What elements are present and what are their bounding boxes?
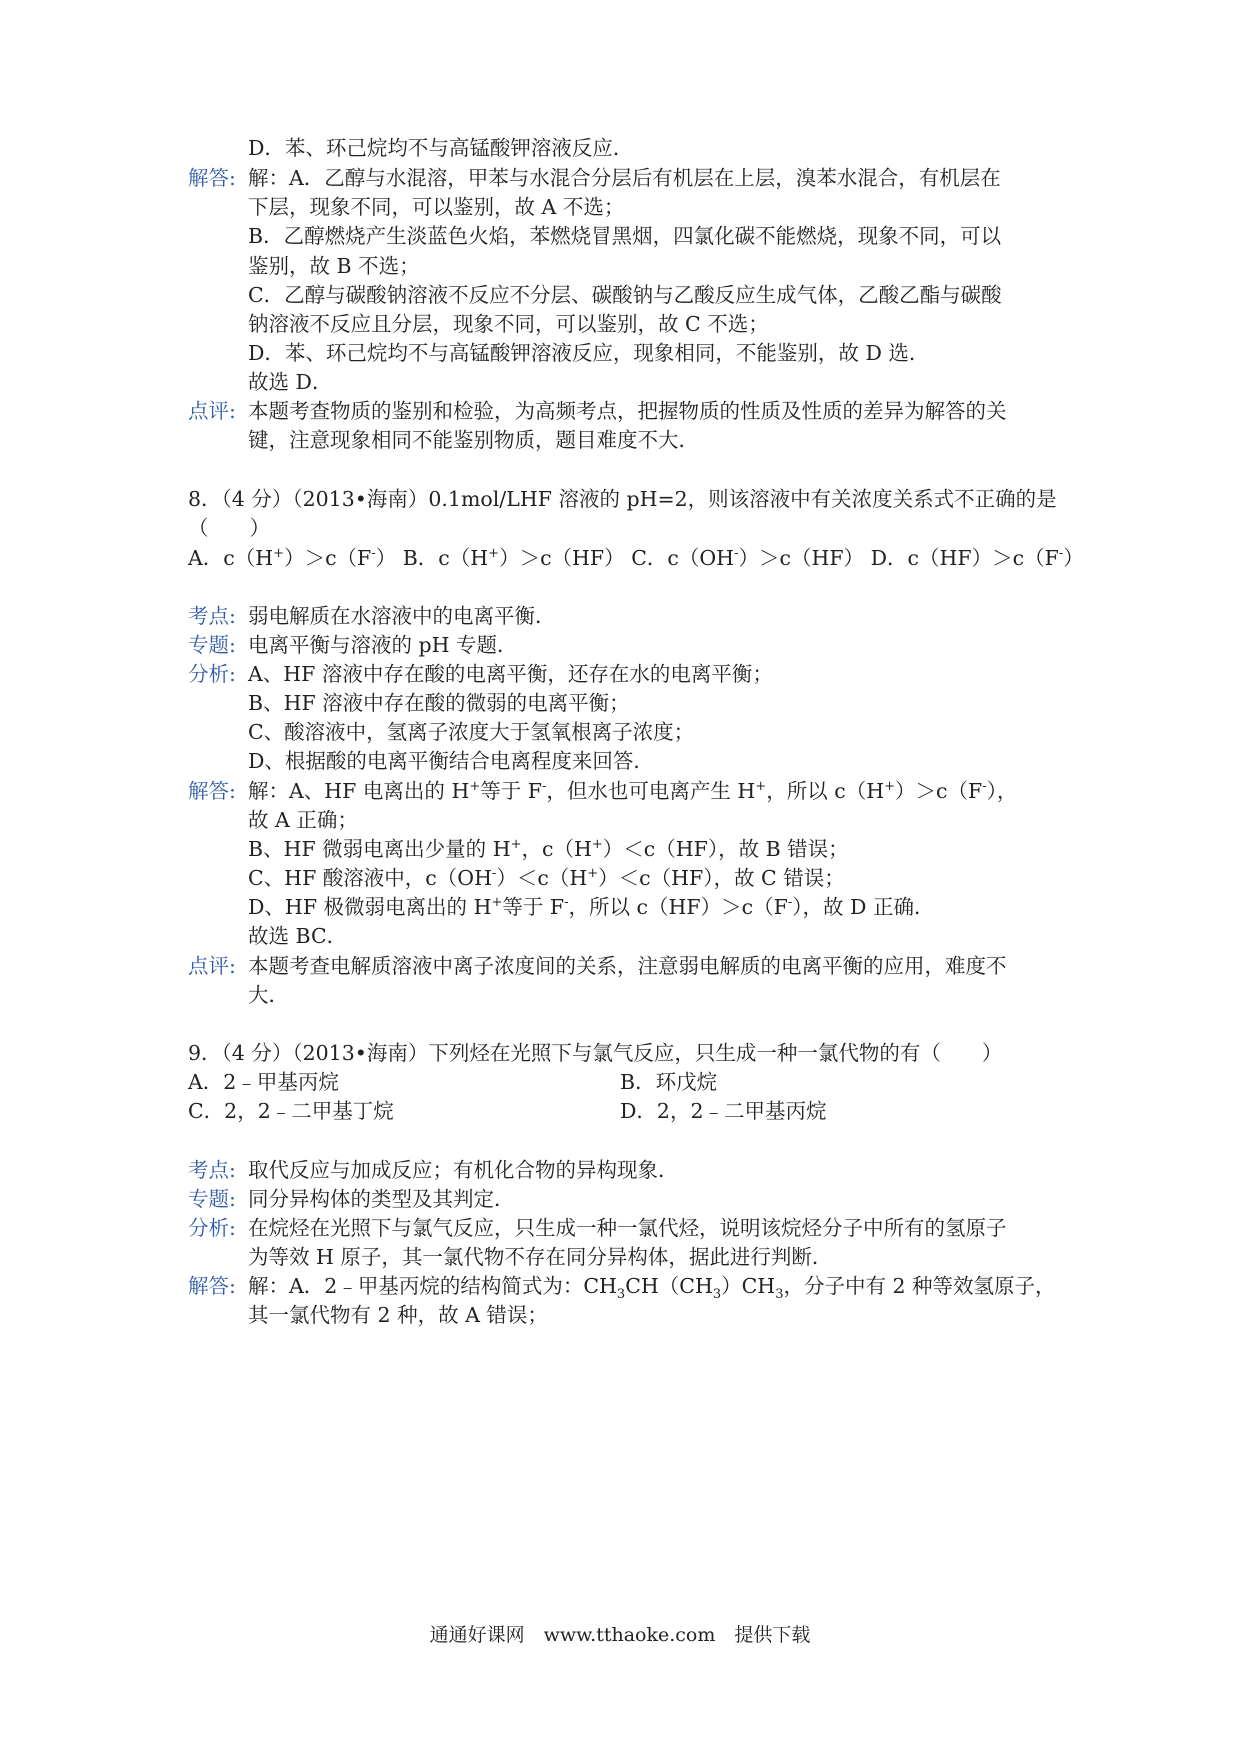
q8-fenxi-line: B、HF 溶液中存在酸的微弱的电离平衡；	[248, 691, 630, 715]
q7-comment-label: 点评:	[188, 399, 236, 423]
q9-zhuanti: 同分异构体的类型及其判定．	[248, 1187, 515, 1211]
q9-stem: 9．（4 分）（2013•海南）下列烃在光照下与氯气反应，只生成一种一氯代物的有（ ）	[188, 1041, 1003, 1065]
q8-zhuanti-label: 专题:	[188, 633, 236, 657]
q7-answer-line: 钠溶液不反应且分层，现象不同，可以鉴别，故 C 不选；	[248, 312, 769, 336]
q8-answer-line: B、HF 微弱电离出少量的 H+，c（H+）＜c（HF），故 B 错误；	[248, 837, 849, 861]
q7-comment-line: 键，注意现象相同不能鉴别物质，题目难度不大．	[248, 428, 699, 452]
q8-answer-line: C、HF 酸溶液中，c（OH-）＜c（H+）＜c（HF），故 C 错误；	[248, 866, 845, 890]
q8-answer-line: 故选 BC．	[248, 924, 348, 948]
q9-kaodian: 取代反应与加成反应；有机化合物的异构现象．	[248, 1158, 679, 1182]
q8-comment-label: 点评:	[188, 954, 236, 978]
q9-option-a: A．2﹣甲基丙烷	[188, 1070, 339, 1094]
q9-zhuanti-label: 专题:	[188, 1187, 236, 1211]
q9-answer-line: 其一氯代物有 2 种，故 A 错误；	[248, 1303, 548, 1327]
q8-answer-line: 故 A 正确；	[248, 808, 358, 832]
q9-option-b: B．环戊烷	[620, 1070, 718, 1094]
q8-answer-line: D、HF 极微弱电离出的 H+等于 F-，所以 c（HF）＞c（F-），故 D 正确．	[248, 895, 935, 919]
q8-stem: 8．（4 分）（2013•海南）0.1mol/LHF 溶液的 pH=2，则该溶液中有关浓度关系式不正确的是	[188, 487, 1057, 511]
q8-options-line	[188, 543, 1084, 573]
q9-option-d: D．2，2﹣二甲基丙烷	[620, 1099, 827, 1123]
q8-fenxi-line: C、酸溶液中，氢离子浓度大于氢氧根离子浓度；	[248, 720, 695, 744]
q9-fenxi-label: 分析:	[188, 1216, 236, 1240]
q8-answer-line: 解：A、HF 电离出的 H+等于 F-，但水也可电离产生 H+，所以 c（H+）＞c（F-），	[248, 779, 1018, 803]
q7-answer-line: B．乙醇燃烧产生淡蓝色火焰，苯燃烧冒黑烟，四氯化碳不能燃烧，现象不同，可以	[248, 224, 1002, 248]
q8-option-d: D．c（HF）＞c（F-）	[870, 546, 1084, 570]
page-footer: 通通好课网 www.tthaoke.com 提供下载	[429, 1624, 811, 1646]
q8-kaodian-label: 考点:	[188, 604, 236, 628]
q8-zhuanti: 电离平衡与溶液的 pH 专题．	[248, 633, 518, 657]
q7-answer-label: 解答:	[188, 166, 236, 190]
q9-kaodian-label: 考点:	[188, 1158, 236, 1182]
q7-answer-line: 故选 D．	[248, 370, 333, 394]
q7-answer-line: D．苯、环己烷均不与高锰酸钾溶液反应，现象相同，不能鉴别，故 D 选．	[248, 341, 930, 365]
q7-answer-line: C．乙醇与碳酸钠溶液不反应不分层、碳酸钠与乙酸反应生成气体，乙酸乙酯与碳酸	[248, 283, 1002, 307]
q7-answer-line: 鉴别，故 B 不选；	[248, 254, 420, 278]
q8-answer-label: 解答:	[188, 779, 236, 803]
q9-answer-line: 解：A．2﹣甲基丙烷的结构简式为：$CH_3CH(CH_3)CH_3$，分子中有 2 种等效氢原子，	[248, 1274, 1056, 1303]
q8-kaodian: 弱电解质在水溶液中的电离平衡．	[248, 604, 556, 628]
q7-comment-line: 本题考查物质的鉴别和检验，为高频考点，把握物质的性质及性质的差异为解答的关	[248, 399, 1007, 423]
q8-stem-blank: （ ）	[188, 516, 270, 540]
q8-comment-line: 本题考查电解质溶液中离子浓度间的关系，注意弱电解质的电离平衡的应用，难度不	[248, 954, 1007, 978]
q7-answer-line: 下层，现象不同，可以鉴别，故 A 不选；	[248, 195, 625, 219]
q8-option-c: C．c（OH-）＞c（HF）	[631, 546, 865, 570]
q8-option-a: A．c（H+）＞c（F-）	[188, 546, 397, 570]
q9-fenxi-line: 在烷烃在光照下与氯气反应，只生成一种一氯代烃，说明该烷烃分子中所有的氢原子	[248, 1216, 1007, 1240]
q8-fenxi-line: D、根据酸的电离平衡结合电离程度来回答．	[248, 749, 654, 773]
q9-option-c: C．2，2﹣二甲基丁烷	[188, 1099, 394, 1123]
q8-fenxi-line: A、HF 溶液中存在酸的电离平衡，还存在水的电离平衡；	[248, 662, 773, 686]
q8-comment-line: 大．	[248, 983, 289, 1007]
q9-answer-label: 解答:	[188, 1274, 236, 1298]
q8-option-b: B．c（H+）＞c（HF）	[402, 546, 625, 570]
q9-fenxi-line: 为等效 H 原子，其一氯代物不存在同分异构体，据此进行判断．	[248, 1245, 833, 1269]
q7-answer-line: 解：A．乙醇与水混溶，甲苯与水混合分层后有机层在上层，溴苯水混合，有机层在	[248, 166, 1001, 190]
q8-fenxi-label: 分析:	[188, 662, 236, 686]
q7-option-d: D．苯、环己烷均不与高锰酸钾溶液反应．	[248, 136, 634, 160]
